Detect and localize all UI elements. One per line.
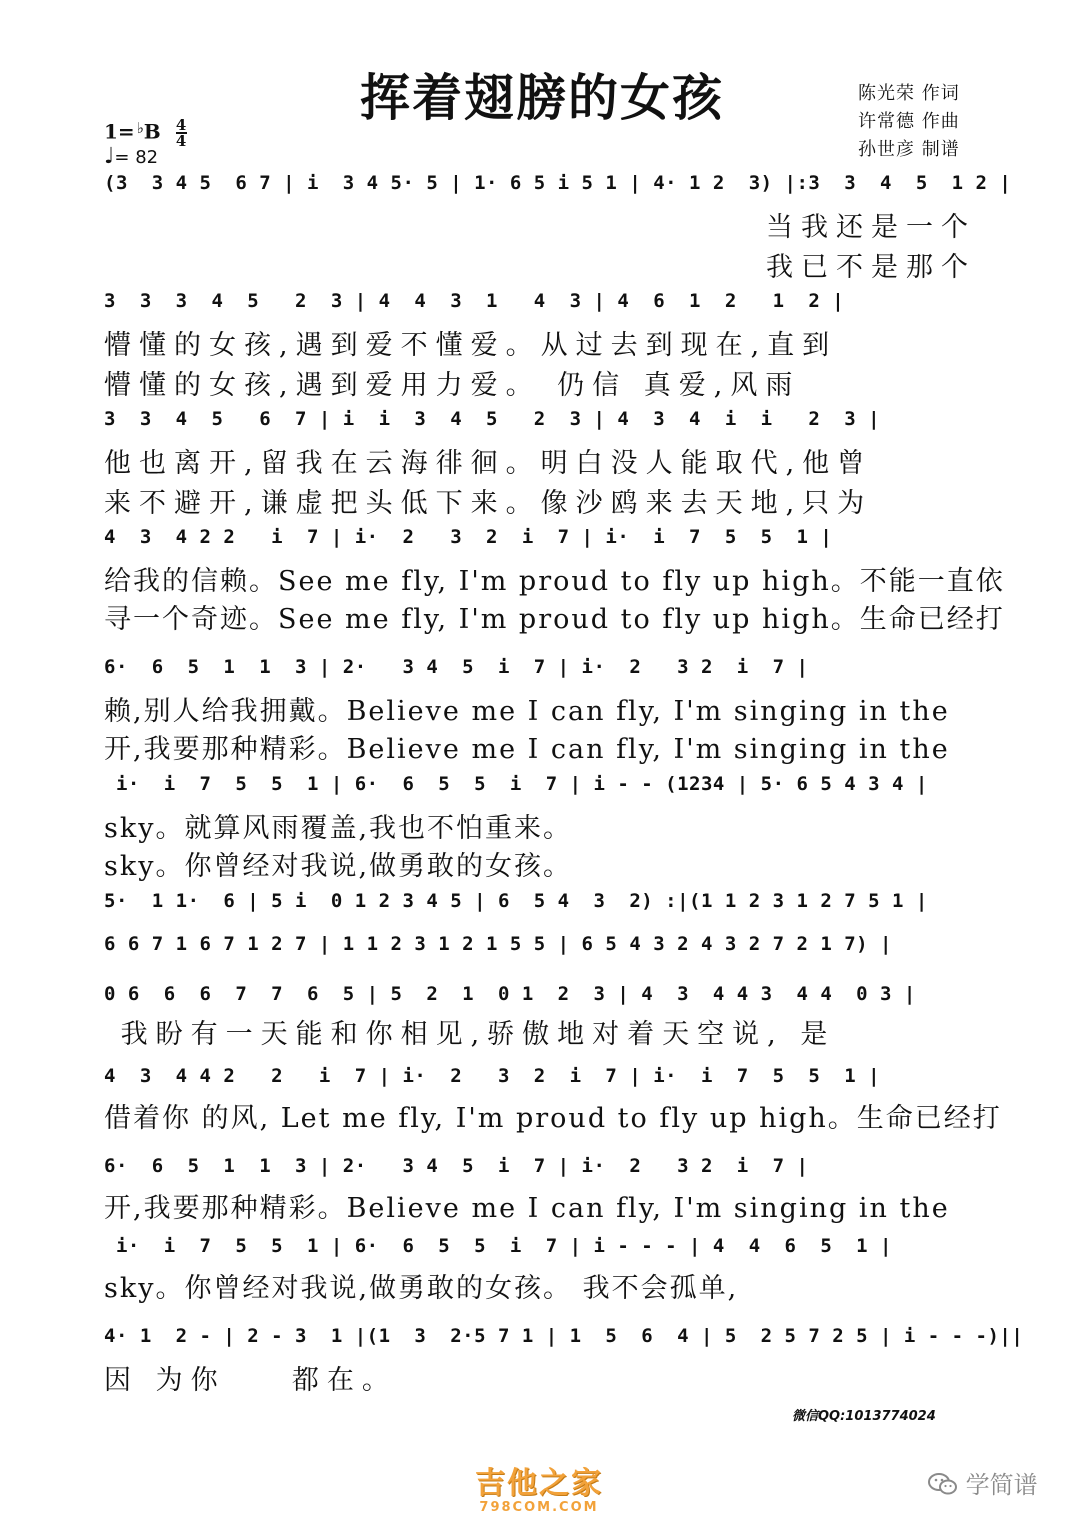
lyric-line: 寻一个奇迹。See me fly, I'm proud to fly up high。生命已经打 [104,604,1005,635]
song-title: 挥着翅膀的女孩 [360,68,724,127]
notation-line: 3 3 4 5 6 7 | i i 3 4 5 2 3 | 4 3 4 i i 2 3 | [104,408,881,430]
lyric-line: 借着你 的风, Let me fly, I'm proud to fly up high。生命已经打 [104,1103,1002,1134]
time-bottom: 4 [175,132,187,150]
composer-credit: 许常德 作曲 [858,111,960,132]
key-prefix: 1= [104,119,135,144]
notation-line: i· i 7 5 5 1 | 6· 6 5 5 i 7 | i - - (1234 | 5· 6 5 4 3 4 | [104,773,928,795]
notation-line: 6· 6 5 1 1 3 | 2· 3 4 5 i 7 | i· 2 3 2 i 7 | [104,656,809,678]
site-logo [475,1458,603,1515]
tempo-value: = 82 [114,147,159,168]
logo-text: 吉他之家 [475,1466,603,1501]
notation-line: i· i 7 5 5 1 | 6· 6 5 5 i 7 | i - - - | 4 4 6 5 1 | [104,1235,892,1257]
notation-line: 3 3 3 4 5 2 3 | 4 4 3 1 4 3 | 4 6 1 2 1 2 | [104,290,845,312]
lyricist-credit: 陈光荣 作词 [858,83,960,104]
lyric-line: sky。你曾经对我说,做勇敢的女孩。 [104,851,573,882]
flat-symbol: ♭ [136,118,144,137]
watermark-contact: 微信QQ:1013774024 [792,1409,936,1424]
quarter-note-icon: ♩ [104,144,115,169]
lyric-line: sky。你曾经对我说,做勇敢的女孩。 我不会孤单, [104,1273,739,1304]
logo-url: 798COM.COM [479,1500,599,1515]
lyric-line: 我已不是那个 [766,252,976,283]
time-top: 4 [175,116,187,134]
arranger-credit: 孙世彦 制谱 [858,139,960,160]
notation-line: 6 6 7 1 6 7 1 2 7 | 1 1 2 3 1 2 1 5 5 | 6 5 4 3 2 4 3 2 7 2 1 7) | [104,933,892,955]
lyric-line: 我盼有一天能和你相见,骄傲地对着天空说, 是 [104,1019,836,1050]
key-letter: B [143,119,161,144]
notation-line: 0 6 6 6 7 7 6 5 | 5 2 1 0 1 2 3 | 4 3 4 4 3 4 4 0 3 | [104,983,916,1005]
lyric-line: 赖,别人给我拥戴。Believe me I can fly, I'm singing in the [104,696,950,727]
notation-line: 4· 1 2 - | 2 - 3 1 |(1 3 2·5 7 1 | 1 5 6 4 | 5 2 5 7 2 5 | i - - -)|| [104,1325,1024,1347]
lyric-line: 因 为你 都在。 [104,1365,397,1396]
lyric-line: 开,我要那种精彩。Believe me I can fly, I'm singing in the [104,734,950,765]
notation-line: (3 3 4 5 6 7 | i 3 4 5· 5 | 1· 6 5 i 5 1 | 4· 1 2 3) |:3 3 4 5 1 2 | [104,172,1012,194]
lyric-line: sky。就算风雨覆盖,我也不怕重来。 [104,813,573,844]
lyric-line: 给我的信赖。See me fly, I'm proud to fly up high。不能一直依 [104,566,1005,597]
lyric-line: 当我还是一个 [766,212,976,243]
notation-line: 5· 1 1· 6 | 5 i 0 1 2 3 4 5 | 6 5 4 3 2) :|(1 1 2 3 1 2 7 5 1 | [104,890,928,912]
lyric-line: 开,我要那种精彩。Believe me I can fly, I'm singing in the [104,1193,950,1224]
wechat-label: 学简谱 [965,1471,1038,1499]
lyric-line: 懵懂的女孩,遇到爱用力爱。 仍信 真爱,风雨 [104,370,801,401]
notation-line: 6· 6 5 1 1 3 | 2· 3 4 5 i 7 | i· 2 3 2 i 7 | [104,1155,809,1177]
time-signature [176,118,187,148]
credits [858,80,960,164]
wechat-icon [928,1472,958,1496]
wechat-account [928,1465,1038,1500]
lyric-line: 来不避开,谦虚把头低下来。像沙鸥来去天地,只为 [104,488,873,519]
lyric-line: 他也离开,留我在云海徘徊。明白没人能取代,他曾 [104,448,873,479]
notation-line: 4 3 4 4 2 2 i 7 | i· 2 3 2 i 7 | i· i 7 5 5 1 | [104,1065,881,1087]
lyric-line: 懵懂的女孩,遇到爱不懂爱。从过去到现在,直到 [104,330,838,361]
notation-line: 4 3 4 2 2 i 7 | i· 2 3 2 i 7 | i· i 7 5 5 1 | [104,526,833,548]
tempo-marking [104,144,158,169]
